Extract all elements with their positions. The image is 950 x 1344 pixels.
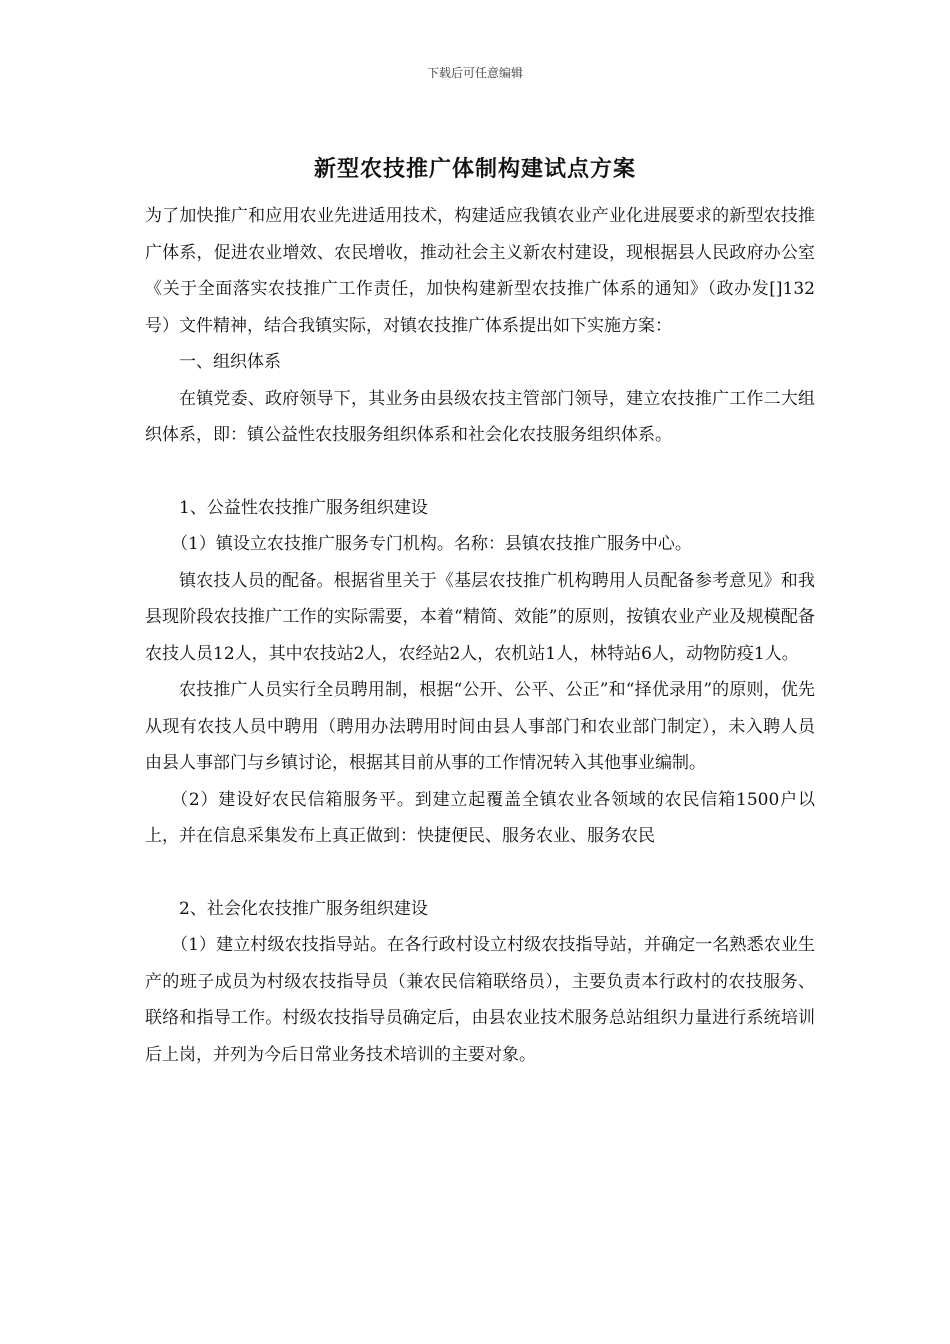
- social-item-1: （1）建立村级农技指导站。在各行政村设立村级农技指导站，并确定一名熟悉农业生产的班子成员为村级农技指导员（兼农民信箱联络员），主要负责本行政村的农技服务、联络和指导工作。村级农技指导员确定后，由县农业技术服务总站组织力量进行系统培训后上岗，并列为今后日常业务技术培训的主要对象。: [145, 935, 815, 1065]
- document-body: [145, 198, 815, 1073]
- public-item-2: （2）建设好农民信箱服务平。到建立起覆盖全镇农业各领域的农民信箱1500户以上，并在信息采集发布上真正做到：快捷便民、服务农业、服务农民: [145, 789, 815, 846]
- header-note: 下载后可任意编辑: [426, 66, 523, 80]
- document-title: 新型农技推广体制构建试点方案: [313, 156, 636, 182]
- paragraph-gap: [145, 454, 815, 490]
- subsection-heading-public: 1、公益性农技推广服务组织建设: [179, 497, 428, 518]
- public-item-1: （1）镇设立农技推广服务专门机构。名称：县镇农技推广服务中心。: [171, 534, 692, 554]
- intro-paragraph: 为了加快推广和应用农业先进适用技术，构建适应我镇农业产业化进展要求的新型农技推广体系，促进农业增效、农民增收，推动社会主义新农村建设，现根据县人民政府办公室《关于全面落实农技推广工作责任，加快构建新型农技推广体系的通知》（政办发[]132号）文件精神，结合我镇实际，对镇农技推广体系提出如下实施方案：: [145, 206, 815, 336]
- subsection-heading-social: 2、社会化农技推广服务组织建设: [179, 898, 428, 919]
- paragraph-gap: [145, 855, 815, 891]
- section-body-organization: 在镇党委、政府领导下，其业务由县级农技主管部门领导，建立农技推广工作二大组织体系，即：镇公益性农技服务组织体系和社会化农技服务组织体系。: [145, 388, 815, 445]
- public-hiring-paragraph: 农技推广人员实行全员聘用制，根据“公开、公平、公正”和“择优录用”的原则，优先从现有农技人员中聘用（聘用办法聘用时间由县人事部门和农业部门制定），未入聘人员由县人事部门与乡镇讨论，根据其目前从事的工作情况转入其他事业编制。: [145, 680, 815, 773]
- section-heading-organization: 一、组织体系: [179, 352, 281, 372]
- public-staffing-paragraph: 镇农技人员的配备。根据省里关于《基层农技推广机构聘用人员配备参考意见》和我县现阶段农技推广工作的实际需要，本着“精简、效能”的原则，按镇农业产业及规模配备农技人员12人，其中农技站2人，农经站2人，农机站1人，林特站6人，动物防疫1人。: [145, 570, 815, 664]
